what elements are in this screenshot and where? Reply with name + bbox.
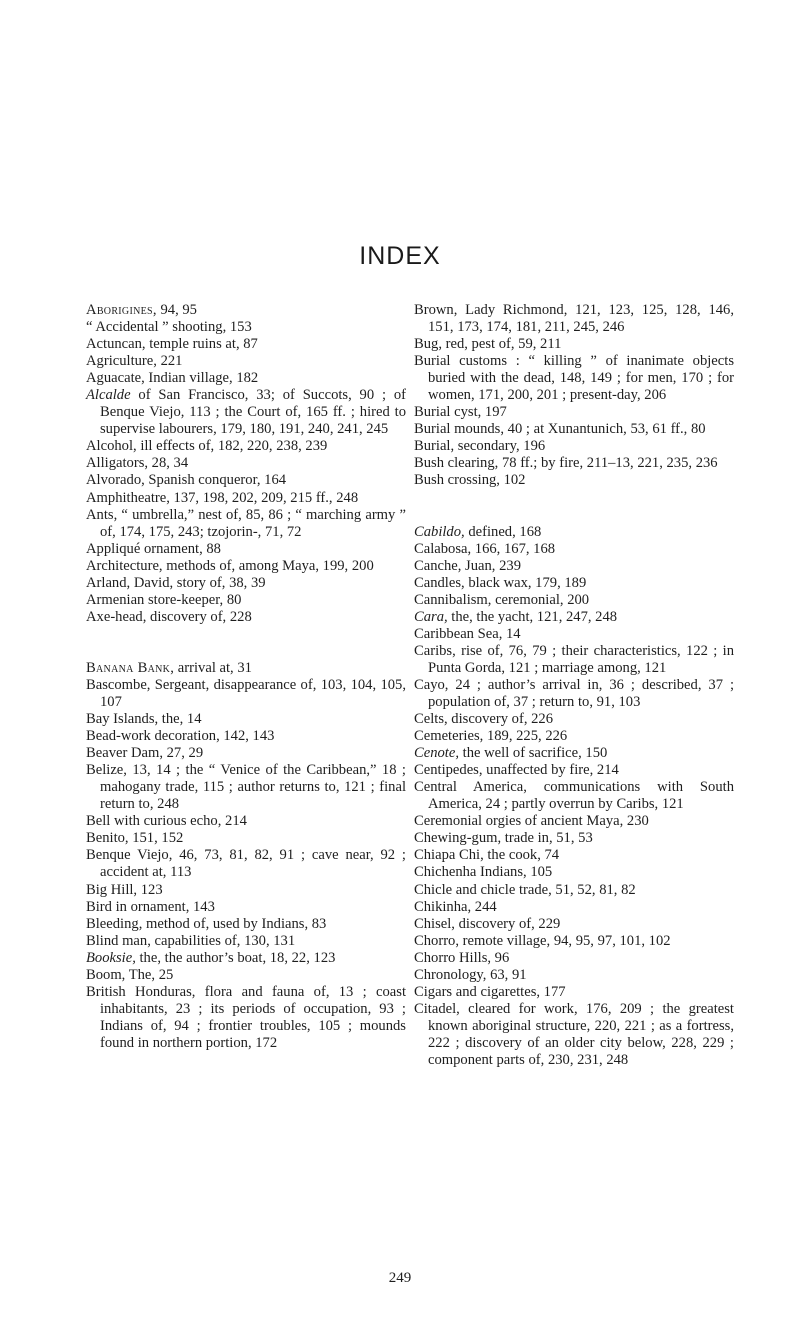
index-entry-term: Aborigines,: [86, 302, 157, 318]
index-entry: [414, 353, 734, 404]
index-entry-text: Burial customs : “ killing ” of inanimate objects buried with the dead, 148, 149 ; for men, 170 ; for women, 171, 200, 201 ; present-day, 206: [414, 353, 734, 404]
index-entry: [86, 438, 406, 455]
index-entry: [86, 762, 406, 813]
index-section-a: [86, 302, 406, 626]
index-entry-text: Caribs, rise of, 76, 79 ; their characteristics, 122 ; in Punta Gorda, 121 ; marriage among, 121: [414, 642, 734, 676]
index-entry-text: Citadel, cleared for work, 176, 209 ; the greatest known aboriginal structure, 220, 221 ; as a fortress, 222 ; discovery of an older city below, 228, 229 ; component parts of, 230, 231, 248: [414, 1000, 734, 1068]
index-entry-text: Chorro, remote village, 94, 95, 97, 101, 102: [414, 932, 671, 949]
index-entry-text: Bush clearing, 78 ff.; by fire, 211–13, 221, 235, 236: [414, 455, 718, 472]
index-entry-text: Cemeteries, 189, 225, 226: [414, 728, 568, 745]
index-entry: [86, 745, 406, 762]
index-entry-text: the, the yacht, 121, 247, 248: [447, 608, 618, 625]
index-entry-text: Beaver Dam, 27, 29: [86, 745, 204, 762]
index-entry: [414, 524, 734, 541]
index-entry: [414, 575, 734, 592]
index-entry-text: Cannibalism, ceremonial, 200: [414, 591, 590, 608]
index-entry: [414, 779, 734, 813]
page-title: INDEX: [359, 242, 441, 270]
index-entry-text: “ Accidental ” shooting, 153: [86, 319, 252, 336]
index-entry-text: defined, 168: [464, 523, 542, 540]
index-entry: [86, 899, 406, 916]
index-entry: [414, 643, 734, 677]
index-entry-text: Agriculture, 221: [86, 353, 183, 370]
index-entry-text: Chorro Hills, 96: [414, 949, 510, 966]
index-entry: [414, 336, 734, 353]
index-entry-text: Boom, The, 25: [86, 966, 174, 983]
index-entry-text: of San Francisco, 33; of Succots, 90 ; of Benque Viejo, 113 ; the Court of, 165 ff. ; hired to supervise labourers, 179, 180, 191, 240, 241, 245: [100, 387, 406, 438]
index-entry: [414, 404, 734, 421]
index-entry: [86, 677, 406, 711]
index-entry: [414, 438, 734, 455]
index-entry-text: Actuncan, temple ruins at, 87: [86, 336, 258, 353]
index-entry: [414, 421, 734, 438]
index-entry: [86, 353, 406, 370]
index-entry-text: Celts, discovery of, 226: [414, 711, 554, 728]
index-entry-text: Cigars and cigarettes, 177: [414, 983, 566, 1000]
index-column-left: [86, 302, 406, 1052]
index-entry: [86, 950, 406, 967]
index-entry-text: Axe-head, discovery of, 228: [86, 608, 252, 625]
index-entry: [86, 336, 406, 353]
index-entry: [86, 967, 406, 984]
index-entry-text: Bug, red, pest of, 59, 211: [414, 336, 562, 353]
index-entry: [414, 1001, 734, 1069]
index-entry-text: Ants, “ umbrella,” nest of, 85, 86 ; “ marching army ” of, 174, 175, 243; tzojorin-, 71, 72: [86, 506, 406, 540]
index-entry: [86, 319, 406, 336]
index-entry-text: arrival at, 31: [174, 659, 252, 676]
index-entry: [414, 677, 734, 711]
index-entry: [414, 558, 734, 575]
index-section-c: [414, 524, 734, 1070]
index-section-b-continued: [414, 302, 734, 490]
index-entry-text: Chichenha Indians, 105: [414, 864, 553, 881]
index-entry-text: Chisel, discovery of, 229: [414, 915, 561, 932]
index-entry-text: Burial, secondary, 196: [414, 438, 546, 455]
index-entry-text: Ceremonial orgies of ancient Maya, 230: [414, 813, 649, 830]
index-entry: [414, 847, 734, 864]
index-entry: [414, 711, 734, 728]
index-entry-text: the, the author’s boat, 18, 22, 123: [135, 949, 336, 966]
index-entry-text: Benque Viejo, 46, 73, 81, 82, 91 ; cave near, 92 ; accident at, 113: [86, 847, 406, 881]
index-column-right: [414, 302, 734, 1069]
index-entry: [86, 472, 406, 489]
index-entry-text: Amphitheatre, 137, 198, 202, 209, 215 ff., 248: [86, 489, 359, 506]
index-entry: [86, 660, 406, 677]
index-entry-text: Caribbean Sea, 14: [414, 625, 521, 642]
index-entry: [86, 507, 406, 541]
page-number: 249: [388, 1270, 412, 1286]
index-entry: [86, 711, 406, 728]
index-entry-text: Benito, 151, 152: [86, 830, 184, 847]
section-gap: [86, 626, 406, 660]
index-entry-term: Cenote,: [414, 745, 459, 762]
index-entry-text: Burial mounds, 40 ; at Xunantunich, 53, 61 ff., 80: [414, 421, 706, 438]
index-entry-text: Aguacate, Indian village, 182: [86, 370, 259, 387]
index-entry: [86, 984, 406, 1052]
index-entry-text: 94, 95: [156, 302, 197, 318]
index-entry-text: Bascombe, Sergeant, disappearance of, 103, 104, 105, 107: [86, 676, 406, 710]
index-entry-text: Bird in ornament, 143: [86, 898, 215, 915]
index-entry: [414, 728, 734, 745]
index-entry-text: Bleeding, method of, used by Indians, 83: [86, 915, 327, 932]
index-entry: [86, 916, 406, 933]
index-entry-text: Chewing-gum, trade in, 51, 53: [414, 830, 593, 847]
index-entry: [86, 558, 406, 575]
index-entry-term: Cara,: [414, 608, 448, 625]
index-entry-text: Chicle and chicle trade, 51, 52, 81, 82: [414, 881, 636, 898]
index-entry-text: Appliqué ornament, 88: [86, 540, 221, 557]
index-entry: [86, 847, 406, 881]
index-entry-text: Alcohol, ill effects of, 182, 220, 238, 239: [86, 438, 328, 455]
index-entry-text: Bead-work decoration, 142, 143: [86, 728, 275, 745]
index-entry-text: Cayo, 24 ; author’s arrival in, 36 ; described, 37 ; population of, 37 ; return to, 91, 103: [414, 676, 734, 710]
index-entry-text: Central America, communications with South America, 24 ; partly overrun by Caribs, 121: [414, 779, 734, 813]
index-entry: [414, 762, 734, 779]
index-entry: [414, 592, 734, 609]
index-entry: [414, 813, 734, 830]
index-entry: [414, 984, 734, 1001]
index-entry: [414, 626, 734, 643]
index-entry-text: Canche, Juan, 239: [414, 557, 521, 574]
index-entry-text: Armenian store-keeper, 80: [86, 591, 242, 608]
index-entry-text: Architecture, methods of, among Maya, 199, 200: [86, 557, 374, 574]
index-entry: [414, 472, 734, 489]
index-entry: [414, 455, 734, 472]
index-entry: [86, 370, 406, 387]
index-entry-term: Cabildo,: [414, 523, 465, 540]
index-entry: [414, 899, 734, 916]
index-entry-text: Blind man, capabilities of, 130, 131: [86, 932, 296, 949]
index-entry: [86, 933, 406, 950]
index-entry: [86, 592, 406, 609]
index-entry-text: Calabosa, 166, 167, 168: [414, 540, 556, 557]
index-entry: [414, 541, 734, 558]
index-entry: [414, 864, 734, 881]
index-entry-text: Candles, black wax, 179, 189: [414, 574, 587, 591]
index-entry: [86, 882, 406, 899]
index-entry: [414, 916, 734, 933]
index-entry: [86, 575, 406, 592]
index-entry: [414, 950, 734, 967]
index-entry: [414, 830, 734, 847]
index-entry-term: Booksie,: [86, 949, 136, 966]
index-entry: [86, 455, 406, 472]
index-entry-text: British Honduras, flora and fauna of, 13 ; coast inhabitants, 23 ; its periods of occupation, 93 ; Indians of, 94 ; frontier troubles, 105 ; mounds found in northern portion, 172: [86, 983, 406, 1051]
index-entry-text: Arland, David, story of, 38, 39: [86, 574, 266, 591]
index-entry: [414, 933, 734, 950]
index-entry-term: Banana Bank,: [86, 659, 175, 676]
index-entry: [86, 302, 406, 319]
index-entry-text: Bell with curious echo, 214: [86, 813, 247, 830]
index-entry-text: Belize, 13, 14 ; the “ Venice of the Caribbean,” 18 ; mahogany trade, 115 ; author returns to, 121 ; final return to, 248: [86, 762, 406, 813]
index-entry: [86, 490, 406, 507]
index-entry-text: Alligators, 28, 34: [86, 455, 189, 472]
index-entry-text: Chronology, 63, 91: [414, 966, 527, 983]
index-entry: [86, 830, 406, 847]
index-section-b: [86, 660, 406, 1052]
section-gap: [414, 490, 734, 524]
index-entry-text: Brown, Lady Richmond, 121, 123, 125, 128, 146, 151, 173, 174, 181, 211, 245, 246: [414, 302, 734, 336]
index-entry: [414, 745, 734, 762]
index-entry: [414, 882, 734, 899]
index-entry: [86, 541, 406, 558]
index-entry-text: Burial cyst, 197: [414, 404, 507, 421]
index-entry-text: Bay Islands, the, 14: [86, 711, 202, 728]
index-entry: [86, 609, 406, 626]
index-entry: [86, 728, 406, 745]
index-entry: [86, 387, 406, 438]
index-entry-text: Chiapa Chi, the cook, 74: [414, 847, 560, 864]
index-entry: [414, 967, 734, 984]
index-entry-text: Centipedes, unaffected by fire, 214: [414, 762, 619, 779]
index-entry-text: Chikinha, 244: [414, 898, 497, 915]
index-entry: [414, 609, 734, 626]
index-entry-text: Big Hill, 123: [86, 881, 163, 898]
index-entry-text: the well of sacrifice, 150: [459, 745, 608, 762]
index-entry: [414, 302, 734, 336]
index-entry-term: Alcalde: [86, 387, 131, 404]
index-entry: [86, 813, 406, 830]
index-entry-text: Bush crossing, 102: [414, 472, 526, 489]
index-entry-text: Alvorado, Spanish conqueror, 164: [86, 472, 287, 489]
